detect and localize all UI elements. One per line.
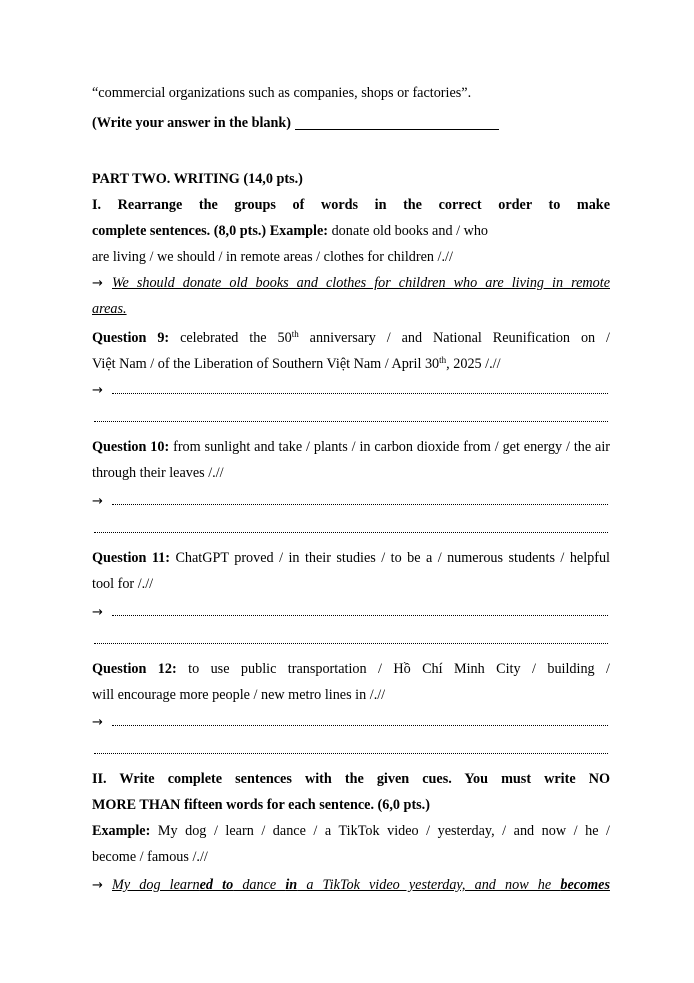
section1-instruction-line1: I. Rearrange the groups of words in the correct order to make [92, 197, 610, 213]
section2-example-answer: → My dog learned to dance in a TikTok video yesterday, and now he becomes [92, 877, 610, 893]
arrow-icon: → [92, 276, 103, 291]
question-12-answer-line1[interactable] [112, 725, 608, 726]
section1-example-cues: are living / we should / in remote areas / clothes for children /.// [92, 249, 453, 265]
question-9-line1: Question 9: celebrated the 50th anniversary / and National Reunification on / [92, 329, 610, 346]
section1-example-answer-line1: → We should donate old books and clothes for children who are living in remote [92, 275, 610, 291]
section2-instruction-line2: MORE THAN fifteen words for each sentence. (6,0 pts.) [92, 797, 430, 813]
arrow-icon: → [92, 494, 103, 509]
section1-instruction-line2: complete sentences. (8,0 pts.) Example: donate old books and / who [92, 223, 489, 239]
part-two-heading: PART TWO. WRITING (14,0 pts.) [92, 171, 303, 187]
question-10-arrow [92, 492, 112, 511]
question-9-answer-line1[interactable] [112, 393, 608, 394]
question-label: Question 10: [92, 439, 170, 455]
arrow-icon: → [92, 878, 103, 893]
section1-example-answer-line2: areas. [92, 301, 127, 317]
arrow-icon: → [92, 715, 103, 730]
question-12-line2: will encourage more people / new metro lines in /.// [92, 687, 386, 703]
question-label: Question 9: [92, 330, 170, 346]
answer-prompt-line [92, 114, 499, 132]
question-11-line1: Question 11: ChatGPT proved / in their studies / to be a / numerous students / helpful [92, 550, 611, 566]
question-11-answer-line1[interactable] [112, 615, 608, 616]
question-10-line1: Question 10: from sunlight and take / plants / in carbon dioxide from / get energy / the air [92, 439, 611, 455]
section2-example-line1: Example: My dog / learn / dance / a TikTok video / yesterday, / and now / he / [92, 823, 611, 839]
question-12-line1: Question 12: to use public transportation / Hồ Chí Minh City / building / [92, 661, 611, 677]
question-12-answer-line2[interactable] [94, 753, 608, 754]
question-10-line2: through their leaves /.// [92, 465, 224, 481]
arrow-icon: → [92, 605, 103, 620]
question-9-line2: Việt Nam / of the Liberation of Southern Việt Nam / April 30th, 2025 /.// [92, 355, 501, 372]
question-11-arrow [92, 603, 112, 622]
question-9-arrow [92, 381, 112, 400]
question-label: Question 11: [92, 550, 170, 566]
question-10-answer-line1[interactable] [112, 504, 608, 505]
section2-example-line2: become / famous /.// [92, 849, 208, 865]
question-10-answer-line2[interactable] [94, 532, 608, 533]
answer-blank[interactable] [295, 115, 499, 130]
arrow-icon: → [92, 383, 103, 398]
answer-prompt: (Write your answer in the blank) [92, 115, 292, 131]
question-11-line2: tool for /.// [92, 576, 154, 592]
question-11-answer-line2[interactable] [94, 643, 608, 644]
question-12-arrow [92, 713, 112, 732]
quote-line: “commercial organizations such as companies, shops or factories”. [92, 85, 472, 101]
section2-instruction-line1: II. Write complete sentences with the given cues. You must write NO [92, 771, 610, 787]
question-9-answer-line2[interactable] [94, 421, 608, 422]
question-label: Question 12: [92, 661, 177, 677]
